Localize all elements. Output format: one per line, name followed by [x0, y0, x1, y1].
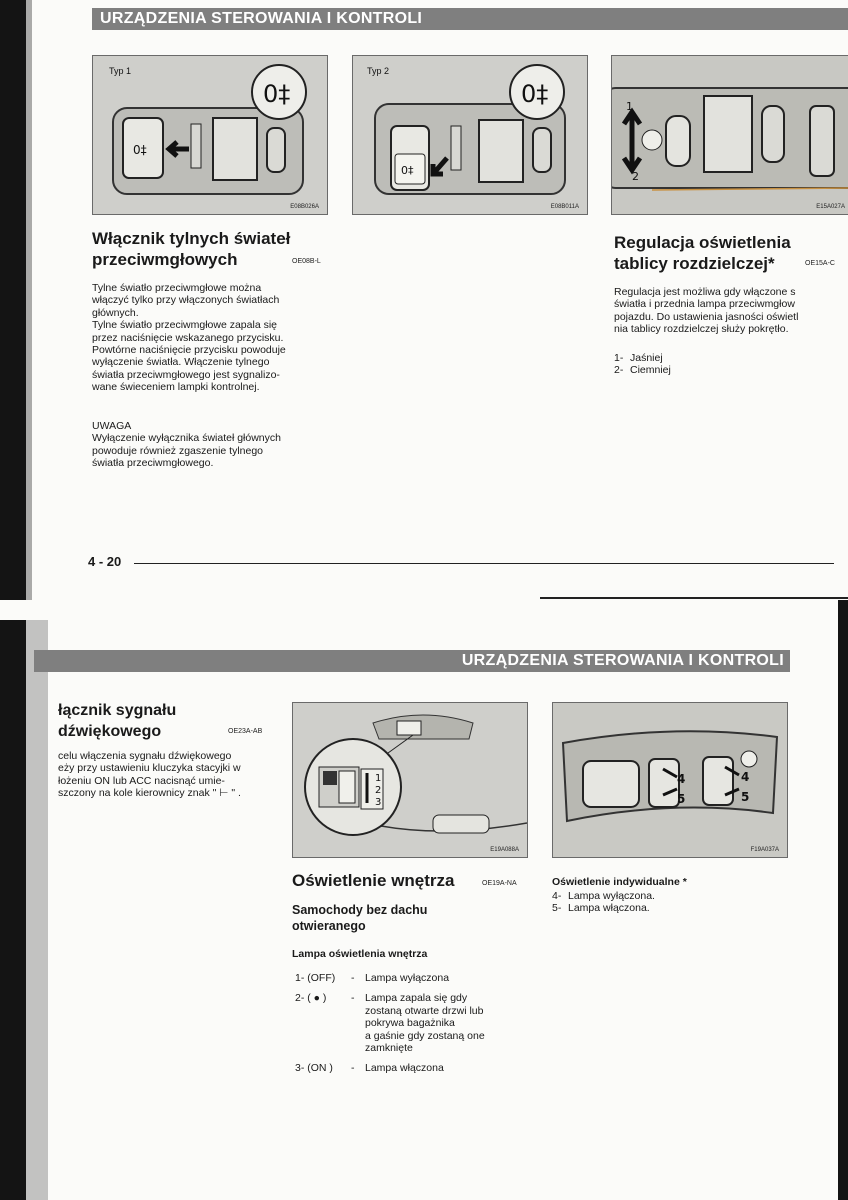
section-code: OE08B-L: [292, 258, 321, 265]
note-title: UWAGA: [92, 420, 132, 432]
lamp-position-item: [295, 992, 535, 1054]
svg-text:0‡: 0‡: [521, 80, 549, 108]
section-code: OE23A-AB: [228, 728, 263, 735]
subtitle: [292, 902, 427, 934]
figure-code: F19A037A: [750, 847, 779, 853]
individual-lamps-illustration: [553, 703, 787, 857]
figure-typ1: [92, 55, 328, 215]
title-line: Włącznik tylnych świateł: [92, 229, 291, 248]
figure-code: E08B026A: [290, 204, 319, 210]
rear-fog-switch-type2-illustration: [353, 56, 587, 214]
note-block: [92, 420, 332, 470]
lamp-position-desc: [365, 992, 485, 1054]
list-text: Lampa wyłączona.: [568, 890, 655, 902]
figure-typ2: [352, 55, 588, 215]
dimmer-list: [614, 352, 814, 377]
list-text: Lampa włączona.: [568, 902, 650, 915]
title-line: Regulacja oświetlenia: [614, 233, 791, 252]
lamp-position-dash: -: [351, 1062, 355, 1075]
text-line: szczony na kole kierownicy znak " ⊢ " .: [58, 787, 241, 800]
dimmer-mark-2: 2: [632, 170, 639, 183]
figure-code: E08B011A: [550, 204, 579, 210]
text-line: nia tablicy rozdzielczej służy pokrętło.: [614, 323, 789, 336]
text-line: przez naciśnięcie wskazanego przycisku.: [92, 331, 284, 344]
svg-text:0‡: 0‡: [263, 80, 291, 108]
text-line: wane świeceniem lampki kontrolnej.: [92, 381, 260, 394]
svg-text:0‡: 0‡: [401, 164, 414, 177]
lamp-mark-4b: 4: [741, 770, 750, 784]
desc-line: Lampa zapala się gdy: [365, 992, 468, 1005]
lamp-position-label: 2- ( ● ): [295, 992, 327, 1005]
lamp-position-dash: -: [351, 992, 355, 1005]
lamp-position-item: [295, 972, 535, 984]
subtitle-line: Samochody bez dachu: [292, 903, 428, 917]
desc-line: Lampa włączona: [365, 1062, 444, 1075]
text-line: pojazdu. Do ustawienia jasności oświetl: [614, 310, 799, 323]
section-title: [614, 232, 791, 274]
section-code: OE19A-NA: [482, 880, 517, 887]
list-number: 1-: [614, 352, 624, 364]
section-title: Oświetlenie wnętrza: [292, 871, 455, 890]
section-code: OE15A-C: [805, 260, 835, 267]
list-text: Jaśniej: [630, 352, 663, 364]
binding-shadow: [0, 0, 26, 600]
title-line: dźwiękowego: [58, 723, 162, 740]
list-number: 2-: [614, 364, 624, 377]
section-body: [614, 286, 848, 336]
note-line: powoduje również zgaszenie tylnego: [92, 444, 264, 457]
text-line: Powtórne naciśnięcie przycisku powoduje: [92, 344, 286, 357]
text-line: Tylne światło przeciwmgłowe można: [92, 282, 262, 294]
title-line: przeciwmgłowych: [92, 250, 238, 269]
figure-label: Typ 2: [367, 66, 390, 76]
note-line: światła przeciwmgłowego.: [92, 457, 214, 470]
text-line: łożeniu ON lub ACC nacisnąć umie-: [58, 774, 225, 787]
lamp-mark-1: 1: [375, 773, 382, 784]
desc-line: zostaną otwarte drzwi lub: [365, 1004, 484, 1017]
text-line: celu włączenia sygnału dźwiękowego: [58, 750, 232, 762]
dimmer-mark-1: 1: [626, 100, 633, 113]
list-item: [552, 902, 772, 914]
note-line: Wyłączenie wyłącznika świateł głównych: [92, 432, 281, 445]
lamp-heading: Lampa oświetlenia wnętrza: [292, 948, 428, 960]
binding-edge: [26, 620, 48, 1200]
text-line: Regulacja jest możliwa gdy włączone s: [614, 286, 796, 298]
text-line: włączyć tylko przy włączonych światłach: [92, 294, 280, 307]
lamp-position-desc: [365, 972, 449, 984]
right-edge-shadow: [838, 600, 848, 1200]
interior-lamp-illustration: [293, 703, 527, 857]
list-number: 4-: [552, 890, 562, 902]
dimmer-dial-illustration: [612, 56, 848, 214]
header-text: URZĄDZENIA STEROWANIA I KONTROLI: [461, 652, 784, 669]
lamp-mark-5: 5: [677, 792, 686, 806]
lamp-mark-4: 4: [677, 772, 686, 786]
page-rule: [134, 563, 834, 564]
binding-shadow: [0, 620, 26, 1200]
desc-line: a gaśnie gdy zostaną one: [365, 1029, 485, 1042]
desc-line: Lampa wyłączona: [365, 972, 450, 984]
lamp-positions: [295, 972, 535, 1083]
lamp-mark-5b: 5: [741, 790, 750, 804]
desc-line: pokrywa bagażnika: [365, 1017, 455, 1030]
section-header: [34, 650, 790, 672]
subtitle-line: otwieranego: [292, 919, 366, 933]
page-edge-rule: [540, 597, 848, 599]
binding-edge: [26, 0, 32, 600]
lamp-position-desc: [365, 1062, 444, 1074]
lamp-position-label: 3- (ON ): [295, 1062, 333, 1075]
figure-label: Typ 1: [109, 66, 132, 76]
rear-fog-switch-illustration: [93, 56, 327, 214]
lamp-mark-2: 2: [375, 785, 382, 796]
section-title: [58, 700, 176, 742]
individual-title: Oświetlenie indywidualne *: [552, 876, 687, 888]
header-text: URZĄDZENIA STEROWANIA I KONTROLI: [100, 10, 423, 27]
text-line: światła i przednia lampa przeciwmgłow: [614, 298, 795, 311]
figure-dash-dimmer: [611, 55, 848, 215]
section-body: [92, 282, 332, 394]
desc-line: zamknięte: [365, 1042, 413, 1055]
lamp-position-label: 1- (OFF): [295, 972, 336, 984]
page-number: 4 - 20: [88, 554, 122, 569]
title-line: łącznik sygnału: [58, 702, 177, 719]
list-item: [614, 352, 814, 364]
text-line: światła przeciwmgłowego jest sygnalizo-: [92, 368, 280, 381]
list-number: 5-: [552, 902, 562, 915]
text-line: wyłączenie światła. Włączenie tylnego: [92, 356, 270, 369]
figure-code: E15A027A: [816, 204, 845, 210]
list-item: [552, 890, 772, 902]
text-line: Tylne światło przeciwmgłowe zapala się: [92, 319, 277, 332]
figure-code: E19A088A: [490, 847, 519, 853]
individual-list: [552, 890, 772, 915]
text-line: eży przy ustawieniu kluczyka stacyjki w: [58, 762, 241, 775]
svg-text:0‡: 0‡: [133, 143, 147, 157]
text-line: głównych.: [92, 306, 139, 319]
section-title: [92, 228, 290, 270]
section-header: [92, 8, 848, 30]
lamp-mark-3: 3: [375, 797, 382, 808]
title-line: tablicy rozdzielczej*: [614, 254, 775, 273]
figure-individual-lamps: [552, 702, 788, 858]
bottom-page: [0, 600, 848, 1200]
list-text: Ciemniej: [630, 364, 671, 377]
section-body: [58, 750, 278, 800]
list-item: [614, 364, 814, 376]
lamp-position-dash: -: [351, 972, 355, 984]
figure-interior-lamp: [292, 702, 528, 858]
lamp-position-item: [295, 1062, 535, 1074]
